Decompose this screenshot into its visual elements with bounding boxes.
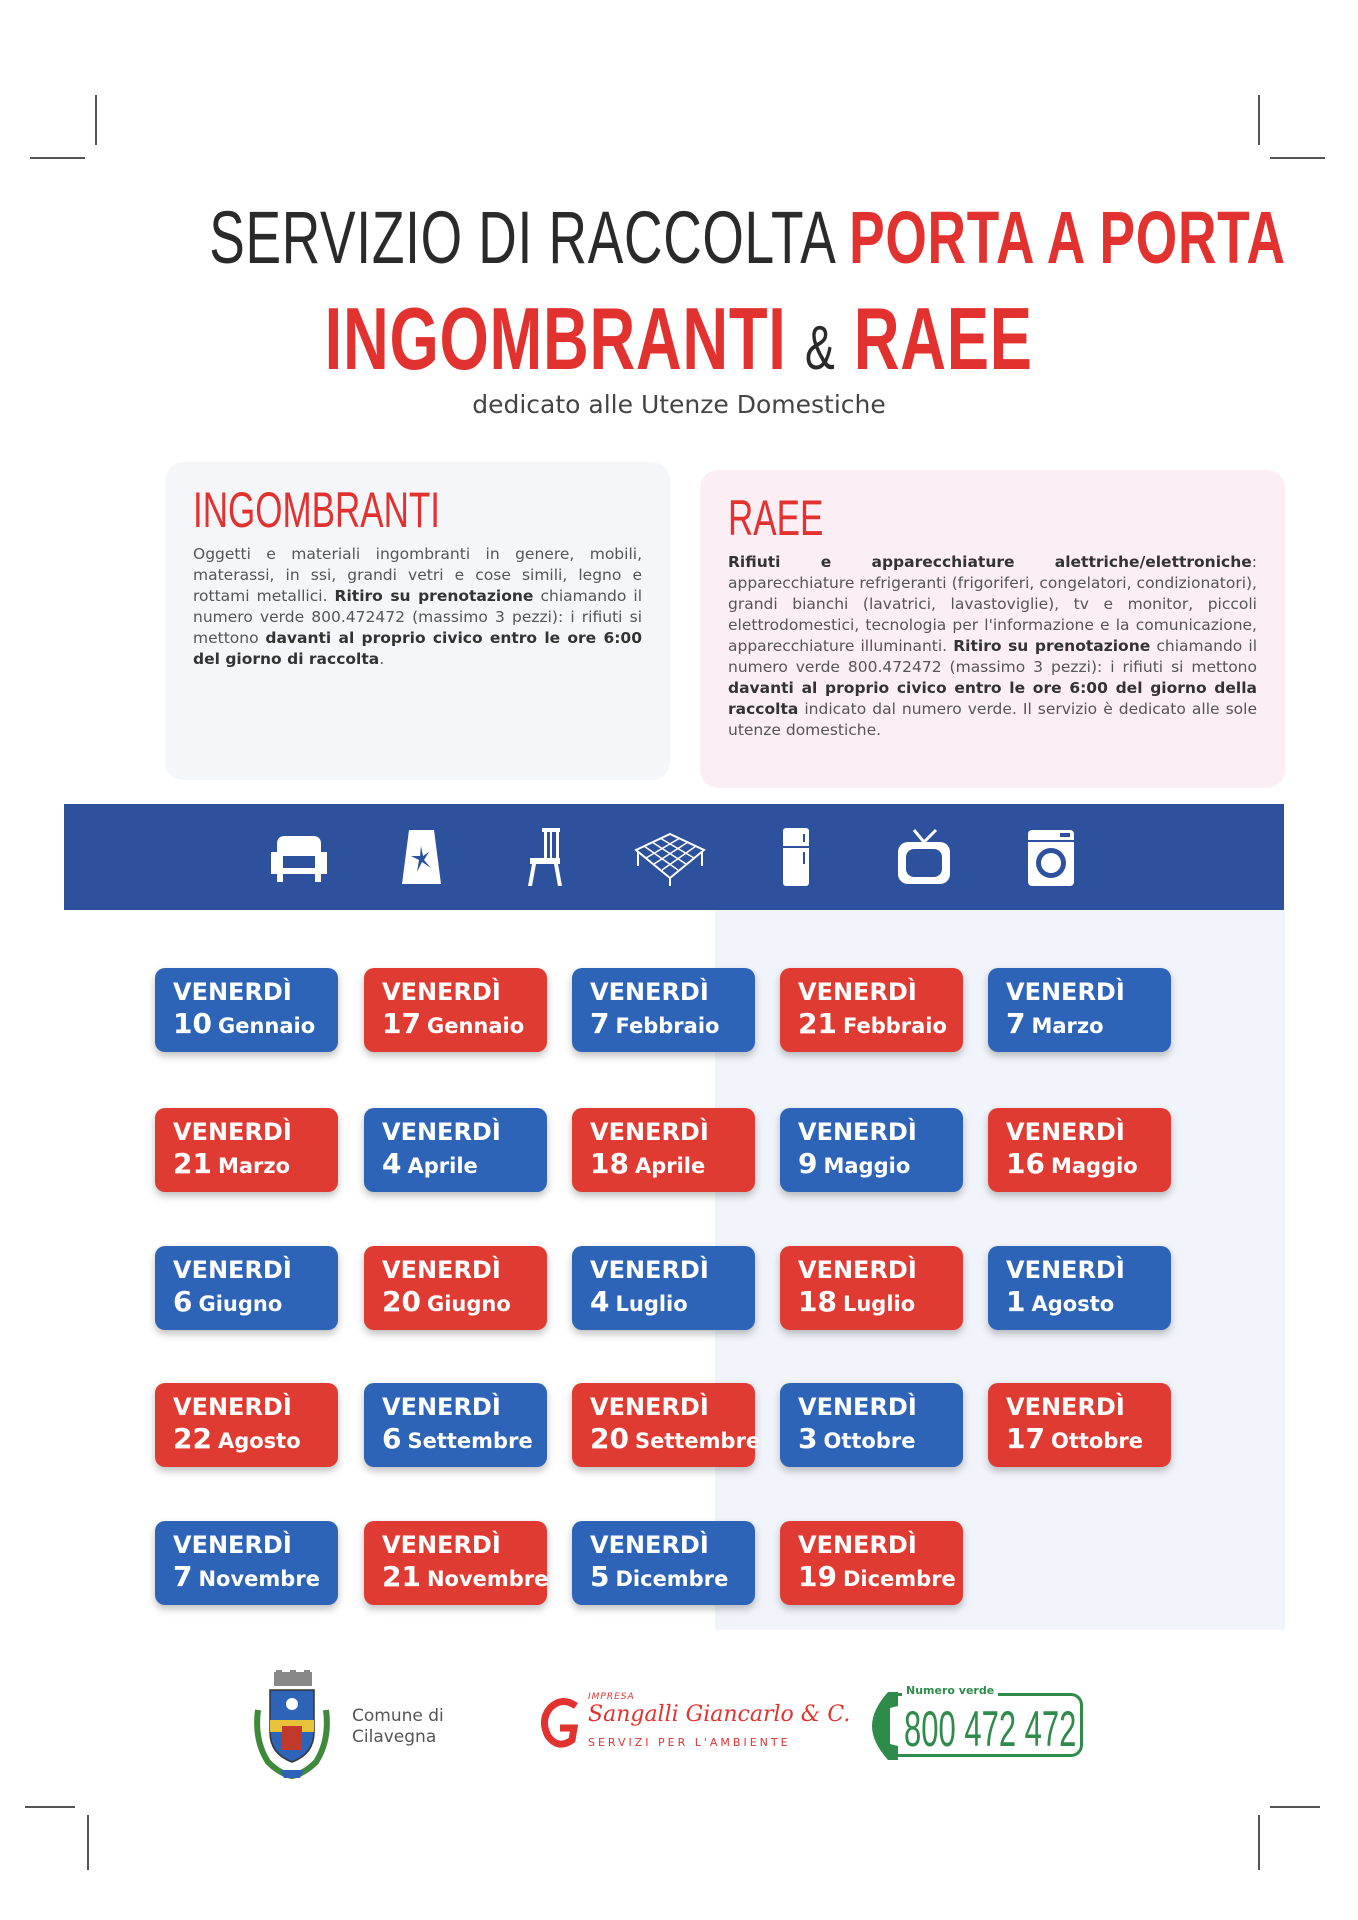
collection-date-card: VENERDÌ 6 Settembre xyxy=(364,1383,547,1467)
raee-heading: RAEE xyxy=(728,490,824,546)
title-ampersand: & xyxy=(805,314,836,383)
title-raee: RAEE xyxy=(854,289,1034,388)
crop-mark xyxy=(1270,1806,1320,1808)
collection-date-card: VENERDÌ 21 Novembre xyxy=(364,1521,547,1605)
collection-date-card: VENERDÌ 9 Maggio xyxy=(780,1108,963,1192)
collection-date-card: VENERDÌ 18 Aprile xyxy=(572,1108,755,1192)
ingombranti-description: Oggetti e materiali ingombranti in genere, mobili, materassi, in ssi, grandi vetri e cose simili, legno e rottami metallici. Ritiro su prenotazione chiamando il numero verde 800.472472 (massimo 3 pezzi): i rifiuti si mettono davanti al proprio civico entro le ore 6:00 del giorno di raccolta. xyxy=(193,545,643,668)
crop-mark xyxy=(1258,1815,1260,1870)
collection-date-card: VENERDÌ 17 Ottobre xyxy=(988,1383,1171,1467)
raee-description: Rifiuti e apparecchiature alettriche/elettroniche: apparecchiature refrigeranti (frigoriferi, congelatori, condizionatori), grandi bianchi (lavatrici, lavastoviglie), tv e monitor, piccoli elettrodomestici, tecnologia per l'informazione e la comunicazione, apparecchiature illuminanti. Ritiro su prenotazione chiamando il numero verde 800.472472 (massimo 3 pezzi): i rifiuti si mettono davanti al proprio civico entro le ore 6:00 del giorno della raccolta indicato dal numero verde. Il servizio è dedicato alle sole utenze domestiche. xyxy=(728,553,1258,739)
comune-name: Comune di Cilavegna xyxy=(352,1706,444,1747)
crop-mark xyxy=(1258,95,1260,145)
icon-band xyxy=(64,804,1284,910)
collection-date-card: VENERDÌ 10 Gennaio xyxy=(155,968,338,1052)
page-title-line2 xyxy=(0,288,1358,390)
impresa-logo: IMPRESA Sangalli Giancarlo & C. SERVIZI PER L'AMBIENTE xyxy=(538,1692,793,1762)
collection-date-card: VENERDÌ 17 Gennaio xyxy=(364,968,547,1052)
collection-date-card: VENERDÌ 22 Agosto xyxy=(155,1383,338,1467)
collection-date-card: VENERDÌ 18 Luglio xyxy=(780,1246,963,1330)
page-title-line1 xyxy=(0,195,1358,280)
crop-mark xyxy=(30,157,85,159)
collection-date-card: VENERDÌ 1 Agosto xyxy=(988,1246,1171,1330)
comune-coat-of-arms-logo xyxy=(250,1670,335,1780)
washing-machine-icon xyxy=(1026,826,1076,888)
raee-box xyxy=(700,470,1285,788)
title-ingombranti: INGOMBRANTI xyxy=(324,289,787,388)
collection-date-card: VENERDÌ 3 Ottobre xyxy=(780,1383,963,1467)
tv-icon xyxy=(896,826,952,888)
collection-date-card: VENERDÌ 7 Febbraio xyxy=(572,968,755,1052)
bed-spring-icon xyxy=(634,826,706,888)
numero-verde-number: 800 472 472 xyxy=(904,1701,1077,1757)
collection-date-card: VENERDÌ 20 Giugno xyxy=(364,1246,547,1330)
chair-icon xyxy=(524,826,564,888)
page-subtitle: dedicato alle Utenze Domestiche xyxy=(472,390,886,419)
numero-verde-box xyxy=(887,1684,1083,1757)
collection-date-card: VENERDÌ 7 Novembre xyxy=(155,1521,338,1605)
numero-verde-label: Numero verde xyxy=(902,1684,998,1697)
collection-date-card: VENERDÌ 20 Settembre xyxy=(572,1383,755,1467)
crop-mark xyxy=(1270,157,1325,159)
crop-mark xyxy=(95,95,97,145)
impresa-name: Sangalli Giancarlo & C. xyxy=(588,1702,851,1727)
impresa-tagline: SERVIZI PER L'AMBIENTE xyxy=(588,1736,791,1749)
collection-date-card: VENERDÌ 6 Giugno xyxy=(155,1246,338,1330)
sofa-icon xyxy=(269,826,329,888)
title-door-to-door: PORTA A PORTA xyxy=(849,196,1286,279)
collection-date-card: VENERDÌ 21 Marzo xyxy=(155,1108,338,1192)
glass-pane-icon xyxy=(399,826,444,888)
collection-date-card: VENERDÌ 19 Dicembre xyxy=(780,1521,963,1605)
collection-date-card: VENERDÌ 21 Febbraio xyxy=(780,968,963,1052)
crop-mark xyxy=(87,1815,89,1870)
fridge-icon xyxy=(780,826,812,888)
collection-date-card: VENERDÌ 16 Maggio xyxy=(988,1108,1171,1192)
collection-date-card: VENERDÌ 7 Marzo xyxy=(988,968,1171,1052)
title-service: SERVIZIO DI RACCOLTA xyxy=(209,196,834,279)
collection-date-card: VENERDÌ 5 Dicembre xyxy=(572,1521,755,1605)
collection-date-card: VENERDÌ 4 Aprile xyxy=(364,1108,547,1192)
collection-date-card: VENERDÌ 4 Luglio xyxy=(572,1246,755,1330)
ingombranti-box xyxy=(165,462,670,780)
crop-mark xyxy=(25,1806,75,1808)
ingombranti-heading: INGOMBRANTI xyxy=(193,482,440,538)
impresa-g-icon xyxy=(538,1696,582,1752)
